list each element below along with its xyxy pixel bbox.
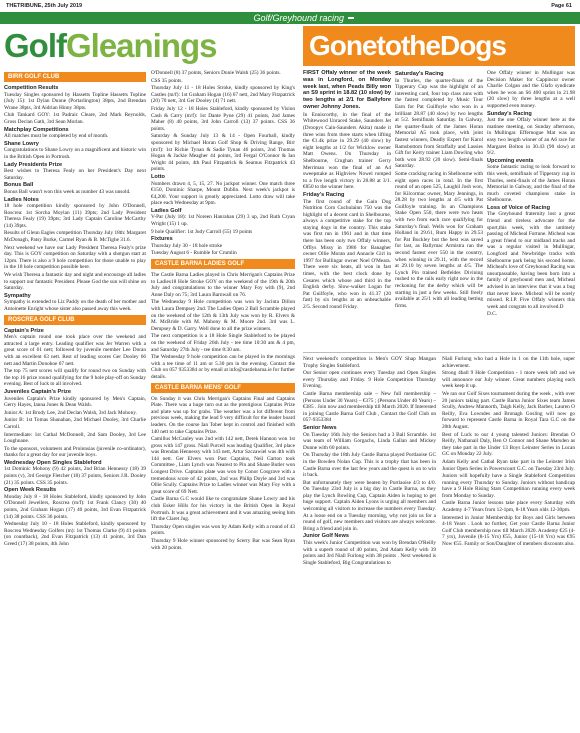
golf-column-2 (151, 70, 295, 730)
paragraph: Congratulations to Shane Lowry on a magnificent and historic win in the British Open in Portrush. (4, 147, 146, 160)
paragraph: Some fantastic racing to look forward to this week, semifinals of Tipperary cup in Thurles, semi-finals of the James Horan Memorial in Galway, and the final of the much coveted champions stake in Shelbourne. (487, 164, 575, 204)
birr-section-header: BIRR GOLF CLUB (4, 72, 146, 82)
paragraph: Tuesday August 6 - Rumble for Crumlin (151, 250, 237, 257)
publication-date: THETRIBUNE, 25th July 2019 (6, 3, 83, 9)
paragraph: Best wishes to Theresa Fealy on her President's Day next Saturday. (4, 168, 146, 181)
paragraph: Club Tankard GOY: 1st Padraic Cleare, 2nd Mark Reynolds, Gross Declan Gath, 3rd Sean Morlan. (4, 112, 146, 125)
dogs-column-2-content (395, 71, 483, 309)
paragraph: But unfortunately they were beaten by Portlaoise 4/3 to 4/0. On Tuesday 23rd July is a big day in Castle Barna, as they play the Lynch Bowling Cup, Captain Aiden is hoping to get huge support. Captain Aiden Lyons is urging all members and welcoming all visitors to increase the numbers every Tuesday. At a loose end on a Tuesday morning, why not join us for a round of golf, new members and visitors are always welcome. Bring a friend and join in. (303, 479, 436, 532)
paragraph: Camillus McCauley was 2nd with 142 nett, Derek Hannon won 1st gross with 147 gross. Niall Purcell was leading Qualifier, 3rd place was Brendan Hennessy with 143 nett, Artur Szczawiel was 4th with 144 nett. Ger Elvers won Past Captains, Neil Garton took Committee , Liam Lynch was Nearest to Pin and Shane Butler won Longest Drive. Captains plate was won by Conor Cosgrave with a tremendous score of 42 points, 2nd was Philip Doyle and 3rd was Ollie Scully. Captains Prize to Ladies winner was Mary Foy with a great score of 69 Nett. (151, 436, 295, 495)
subheading: Fixtures (151, 236, 173, 243)
paragraph: All matches must be completed by end of month. (4, 133, 109, 140)
paragraph: Castle Barna G.C would like to congratulate Shane Lowry and his club Esker Hills for his victory in the British Open in Royal Portrush. It was a great achievement and it was amazing seeing him lift the Claret Jug. (151, 496, 295, 523)
paragraph: Sympathy is extended to Liz Paddy on the death of her mother and Antoinette Enright whose sister also passed away this week. (4, 299, 146, 312)
paragraph: Saturday & Sunday July 13 & 14 - Open Fourball, kindly sponsored by Michael Horan Golf Shop & Driving Range, Birr (m/f): 1st Richie Tynan & Sadie Tynan 46 points, 2nd Thomas Hogan & Jackie Meagher 44 points, 3rd Fergal O'Connor & Ian Wright 44 points, 4th Paul Fitzpatrick & Seamus Fitzpatrick 43 points. (151, 133, 295, 173)
mens-info-column-2 (442, 356, 575, 730)
page-number: Page 61 (551, 3, 572, 9)
dogs-column-2 (395, 70, 483, 348)
paragraph: V-Par (July 18): 1st Noreen Hanrahan (29) 3 up, 2nd Ruth Cryan Wright (15) 1 up. (151, 214, 295, 228)
paragraph: Results of Glenn Eagles competition Thursday July 18th: Margaret McDonagh, Patsy Burke, Carmel Ryan & B. McTighe 31.6. (4, 230, 146, 244)
paragraph: To the sponsors, volunteers and Proinnsias (juvenile co-ordinator), thanks for a great day for our juvenile boys. (4, 445, 146, 459)
paragraph: Friday July 12 - 18 Holes Stableford, kindly sponsored by Vision Cash & Carry (m/f): 1st Dante Pyne (29) 41 points, 2nd James Maher (8) 40 points, 3rd John Carroll (13) 37 points. CSS 36 points. (151, 105, 295, 132)
paragraph: Intermediate: 1st Cathal McDonnell, 2nd Sam Dooley, 3rd Lee Loughnane. (4, 431, 146, 445)
subheading: Wednesday Open Singles Stableford (4, 459, 102, 466)
dogs-column-1-content (303, 112, 391, 311)
subheading: Lady Presidents Prize (4, 161, 63, 168)
golf-masthead-word: Golf (4, 27, 66, 64)
paragraph: Junior B: 1st Tomas Shanahan, 2nd Michael Dooley, 3rd Charlie Carroll. (4, 417, 146, 430)
paragraph: The next competition is a 18 Hole Single Stableford to be played on the weekend of Friday 26th July - tee time 10:30 am & 4 pm, and Saturday 27th July - tee time 8:30 am. (151, 333, 295, 353)
paragraph: The first round of the Gain Dog Nutrition Corn Cuchulainn 750 was the highlight of a decent card in Shelbourne, always a competitive stake for the top staying dogs in the country. This stake was first run in 1961 and in that time there has been only two Offaly winners, Offlys Missy in 1986 for Banagher owner Ollie Moran and Annacle Girl in 1997 for Bullingar owner Noel O'Meara. There were six heats, all won in fast times, with the best clock done by Cesares which whose and third in the English derby. Slow-walker Logan for Pat Guilfoyle, who won in 41.37 (20 fast) by six lengths at an unbeachable 2/5. Second round Friday. (303, 198, 391, 310)
birr-content (4, 85, 146, 313)
paragraph: Tuesday Singles sponsored by Hassetts Topline Hassetts Topline (July 15): 1st Dylan Dunne (Portarlington) 38pts, 2nd Brendan Wrane 38pts, 3rd Aidrian Hinny 38pts. (4, 91, 146, 111)
divider (303, 352, 575, 353)
paragraph: This week's Junior Competition was won by Brendan O'Reilly with a superb round of 40 points, 2nd Adam Kelly with 39 points and 3rd Niall Furlong with 38 points . Next weekend is Single Stableford, Big Congratulations to (303, 540, 436, 566)
castle-ladies-section-header: CASTLE BARNA LADIES GOLF (151, 259, 295, 269)
paragraph: We wish Theresa a fantastic day and night and encourage all ladies to support our fantastic President. Please God the sun will shine on Saturday. (4, 272, 146, 292)
paragraph: 18 hole competition kindly sponsored by John O'Donnell, Roscrea: 1st Sorcha Moylan (11) 39pts; 2nd Lady President Theresa Fealy (19) 39pts; 3rd Lady Captain Caroline McCarthy (14) 39pts. (4, 203, 146, 229)
subheading: Matchplay Competitions (4, 126, 69, 133)
paragraph: 1st Dominic Mohony (9) 42 points, 2nd Brian Hennessy (18) 39 points (v), 3rd George Fletcher (18) 37 points, Seniors J.R. Dooley (21) 35 points. CSS 35 points. (4, 466, 146, 486)
paragraph: We ran our Golf Sixes tournament during the week , with over 20 juniors taking part. Castle Barna Junior Sixes team James Scully, Andrew Mannorth, Taigh Kelly, Jack Barber, Lauren O Reilly, Eva Lowndes and Bronagh Gosling will now go forward to represent Castle Barna in Royal Tara G.C on the 20th August. (442, 390, 575, 430)
paragraph: Thursday 9 Hole winner sponsored by Scerry Bar was Sean Ryan with 20 points. (151, 538, 295, 551)
paragraph: Thursday Open singles was won by Adam Kelly with a round of 43 points. (151, 523, 295, 537)
castle-mens-section-header: CASTLE BARNA MENS' GOLF (151, 383, 295, 393)
paragraph: The Wednesday 9 hole competition can be played in the mornings with a tee time of 11 am or 5.30 pm in the evening. Contact the Club on 057 9353384 or by email at info@castlebarna.ie for further details. (151, 354, 295, 380)
mens-info-left-content (303, 356, 436, 566)
dogs-column-3 (487, 70, 575, 348)
golf-masthead (4, 26, 294, 66)
subheading: Captain's Prize (4, 327, 44, 334)
castle-mens-content (151, 396, 295, 552)
paragraph: On Sunday it was Chris Merrigan's Captains Final and Captains Plate. There was a huge turn out as the prestigious Captains Prize and plate was up for grabs. The weather was a lot different from previous week, making the lead 9 very difficult for the leader board leaders. On the course Ian Tober kept in control and finished with 140 nett to take Captains Prize. (151, 395, 295, 435)
paragraph: One Offaly winner in Mullingar was Decision Maker for Cappincur owner Charlie Colgan and the Glafo syndicate when he won an S6 400 sprint in 21.98 (20 slow) by three lengths at a well supported even money. (487, 70, 575, 109)
subheading: Upcoming events (487, 157, 534, 164)
dogs-lead-paragraph: FIRST Offaly winner of the week was in Longford, on Monday week last, when Peads Billy won an S9 sprint in 18.82 (10 slow) by two lengths at 2/1 for Ballyfore owner Johnny Jones. (303, 70, 391, 110)
paragraph: CSS 35 points. (151, 77, 183, 84)
paragraph: Thursday July 11 - 18 Holes Stroke, kindly sponsored by King's Castles (m/f): 1st Graham Hogan (16) 67 nett, 2nd Mary Fitzpatrick (20) 70 nett, 3rd Ger Dooley (4) 71 nett. (151, 85, 295, 105)
subheading: Loss of Voice of Racing (487, 204, 550, 211)
paragraph: The Castle Barna Ladies played in Chris Merrigan's Captains Prize to Ladies18 Hole Stroke GOY on the weekend of the 19th & 20th July and congratulations to the winner Mary Foy with (9), 2nd Anne Daly on 75; 3rd Laura Barnwall on 76. (151, 272, 295, 298)
subheading: Open Week Results (4, 487, 57, 494)
gleanings-masthead-word: Gleanings (65, 27, 217, 64)
paragraph: Castle Barna membership sale – New full membership – (Persons Under 30 Years) – €375 ; (Persons Under 40 Years) – €385 . Join now and membership till March 2020. If Interested in joining Castle Barna Golf Club , Contact the Golf Club on 057-9353384 (303, 390, 436, 424)
dogs-masthead-title: GonetotheDogs (309, 30, 506, 61)
section-title: Golf/Greyhound racing (253, 13, 344, 23)
paragraph: Next weekend's competition is Men's GOY Shap Mangan Trophy Singles Stableford. (303, 356, 436, 369)
paragraph: Men's captain round one took place over the weekend and attracted a large entry. Leading qualifier was Jer Warren with a great score of 61 nett; followed by juvenile member Lee Doran with an excellent 63 nett. Rest of leading scores Ger Dooley 66 nett and Martin Donohoe 67 nett. (4, 334, 146, 367)
paragraph: O'Donnell (8) 37 points, Seniors Donie Walsh (25) 36 points. (151, 70, 281, 76)
subheading: Ladies Golf (151, 207, 182, 214)
paragraph: Next weekend we have our Lady President Theresa Fealy's prize day. This is GOY competition on Saturday with a shotgun start at 12pm. There is also a 9 hole competition for those unable to play in the 18 hole competition possible here. (4, 244, 146, 271)
mens-info-right-content (442, 356, 575, 548)
paragraph: The Wednesday 9 Hole competition was won by Jacinta Dillon with Laura Dempsey 2nd. The Ladies Open 2 Ball Scramble played on the weekend of the 12th & 13th July was won by R. Elvers & M. McBride with M. Mahony & M. Moore 2nd. 3rd was L. Dempsey & D. Garry. Well done to all the prize winners. (151, 299, 295, 332)
roscrea-content (4, 328, 146, 548)
paragraph: The top 75 nett scores will qualify for round two on Sunday with the top 16 prize round qualifying for the 9 hole play-off on Sunday evening. Best of luck to all involved. (4, 368, 146, 388)
golf-column-1 (4, 70, 146, 730)
subheading: Friday's Racing (303, 191, 345, 198)
paragraph: Junior A: 1st Brody Lee, 2nd Declan Walsh, 3rd Jack Mohony. (4, 409, 137, 416)
subheading: Junior Golf News (303, 533, 349, 540)
paragraph: In Enniscorthy, in the final of the Whitewood Unraced Stake, Saunders Jet (Droopys Cain-Saunders Akita) made it three wins from three starts when lifting the €1.4k prize in 29.29 (40 slow) by eight lengths at 1/2 for Wicklow owner Matt Owens. On Thursday in Shelbourne, Crughan trainer Gerry Merriman won the final of an A4 sweepstake as Highview Nowel romped to a five length victory in 28.88 at 3/1. €850 to the winner here. (303, 111, 391, 191)
paragraph: Best of Luck to our 4 young talented Juniors: Brendan O Reilly, Nathanail Daly, Ben O Connor and Shane Marsden as they take part in the Under 13 Boys Leinster Series in Lucan GC on Monday 22 July. (442, 431, 575, 458)
subheading: Ladies Notes (4, 196, 39, 203)
roscrea-continued-content (151, 70, 295, 257)
paragraph: Wednesday July 10 - 18 Holes Stableford, kindly sponsored by Roscrea Wednesday Golfers (m): 1st Thomas Clarke (9) 41 points (on countback), 2nd Evan Fitzpatrick (13) 41 points, 3rd Dan Greed (17) 38 points, 4th John (4, 521, 146, 547)
section-band (0, 12, 580, 24)
castle-ladies-content (151, 272, 295, 381)
subheading: Juveniles Captain's Prize (4, 388, 71, 395)
paragraph: Just the one Offaly winner here at the matinee meeting, on Sunday afternoon, in Mullingar. Effernogue Mat was an easy two length winner of an A6 race for Margaret Bolton in 30.43 (90 slow) at 9/2. (487, 117, 575, 157)
subheading: Lotto (151, 173, 165, 180)
paragraph: Our Senior open continues every Tuesday and Open Singles every Thursday and Friday. 9 Hole Competition Thursday Evening. (303, 370, 436, 390)
paragraph: Some cracking racing in Shelbourne with eight open races in total. In the first round of an open 525, Laughil Josh won, for Kilcormac owner, Mary Jennings, in 28.28 by two lengths at 4/5 with Pat Guilfoyle training. In an Champions Stake Open 550, there were two heats with two from each race qualifying for Saturday's final. Wells won for Graham Holland in 29.61, Rum Happy in 29.53 for Pat Buckley but the best was saved for last, as Ballymac Armistra ran the second fastest ever 550 in the country, when winning in 29.11, with the record at 29.10 by seven lengths at 4/5. The Lynch Pin trained Betfeldes Divining rushed to the rails early right now in the reckoning for the derby which will be starting in just a few weeks. Still freely available at 25/1 with all leading betting firms. (395, 170, 483, 309)
subheading: Saturday's Racing (395, 71, 444, 77)
mens-info-column-1 (303, 356, 436, 730)
dogs-column-3-content (487, 70, 575, 318)
subheading: Sympathy (4, 292, 31, 299)
paragraph: D.C. (487, 311, 498, 318)
paragraph: Juveniles Captain's Prize kindly sponsored by Men's Captain, Gerry Hayes, Ianna Jones & Dean Walsh. (4, 395, 146, 409)
paragraph: Strong 4ball 9 Hole Competition - 1 more week left and we will announce our July winner. Great numbers playing each week keep it up. (442, 370, 575, 390)
subheading: Shane Lowry (4, 140, 39, 147)
paragraph: On Thursday the 18th July Castle Barna played Portlaoise GC in the Bowden Nolan Cup. This is a trophy that has been in Castle Barna over the last few years and the quest is on to win it back. (303, 452, 436, 479)
subheading: Senior News (303, 424, 337, 431)
paragraph: Juniors will hopefully have a Single Stableford Competition running every Thursday to Sunday. Juniors without handicap have a 9 Hole Rising Stars Competition running every week from Monday to Sunday. (442, 473, 575, 499)
paragraph: In Thurles, the quarter-finals of the Tipperary Cup was the highlight of an interesting card, four top class runs with the fastest completed by Music Tour Earn for Pat Guilfoyle who won in a brilliant 28.87 (40 slow) by two lengths at 5/2. Semifinals Saturday. In Galway, the quarter-finals of the James Horan Memorial A5 took place, with joint fastest winners, Deadly Expert for Karol Ramsbottom from Straffally and Lassies Gift for Kerry trainer Liam Dowling who both won 28.92 (20 slow). Semi-finals Saturday. (395, 77, 483, 170)
paragraph: Niall Furlong who had a Hole in 1 on the 11th hole, super achievement. (442, 356, 575, 369)
paragraph: 9 hole Qualifier: 1st Judy Carroll (55) 19 points (151, 228, 253, 235)
paragraph: The Greyhound fraternity lost a great friend and tireless advocate for the sport,this week, with the untimely passing of Micheal Fortune. Micheal was a great friend to our midland tracks and was a regular visited in Mullingar, Longford and Newbridge tracks with Shelbourne park being his second home. Micheal's love of Greyhound Racing was unsurpassable, having been born into a family of greyhound men and, Micheal advised in an interview that it was a bug that never leave. Micheal will be sorely missed. R.I.P. Five Offaly winners this week and congrats to all involved.D (487, 211, 575, 310)
paragraph: Adam Kelly and Cathal Ryan take part in the Leinster Irish Junior Open Series in Powerscourt G.C. on Tuesday 23rd July. (442, 458, 575, 472)
dogs-column-1 (303, 70, 391, 348)
subheading: Competition Results (4, 85, 59, 91)
subheading: Bonus Ball (4, 182, 34, 189)
subheading: Sunday's Racing (487, 110, 532, 117)
paragraph: Thursday July 30 - 18 hole stroke (151, 242, 223, 249)
paragraph: Bonus Ball wasn't won this week as number 43 was unsold. (4, 188, 131, 195)
dogs-masthead (303, 26, 575, 66)
roscrea-section-header: ROSCREA GOLF CLUB (4, 315, 146, 325)
paragraph: Interested in Junior Membership for Boys and Girls between 4-18 Years . Look no further, Get your Castle Barna Junior Golf Club membership now till March 2020. Academy €25 (4-7 yrs), Juvenile (8-15 Yrs) €55, Junior (15-18 Yrs) was €95 Now €55. Family or Son/Daughter of members discounts also. (442, 514, 575, 548)
band-dash-icon (348, 17, 354, 19)
paragraph: Numbers drawn 4, 5, 15, 27. No jackpot winner. One match three €150, Dominic Sharpe, Mount Dublin. Next week's jackpot is €4,200. Your support is greatly appreciated. Lotto draw will take place each Wednesday at 9pm. (151, 180, 295, 207)
paragraph: Monday July 8 - 18 Holes Stableford, kindly sponsored by John O'Donnell Jewellers, Roscrea (m/f): 1st Frank Clancy (30) 40 points, 2nd Graham Hogan (17) 40 points, 3rd Evan Fitzpatrick (14) 38 points. CSS 36 points. (4, 493, 146, 520)
paragraph: On Tuesday 16th July the Seniors had a 3 Ball Scramble. 1st was team of William Gorgachs, Linda Gallan and Mickey Dunne with 60 points. (303, 431, 436, 451)
paragraph: Castle Barna Junior lessons take place every Saturday with Academy 4-7 Years from 12-1pm, 8-18 Years olds 12-30pm. (442, 500, 575, 514)
